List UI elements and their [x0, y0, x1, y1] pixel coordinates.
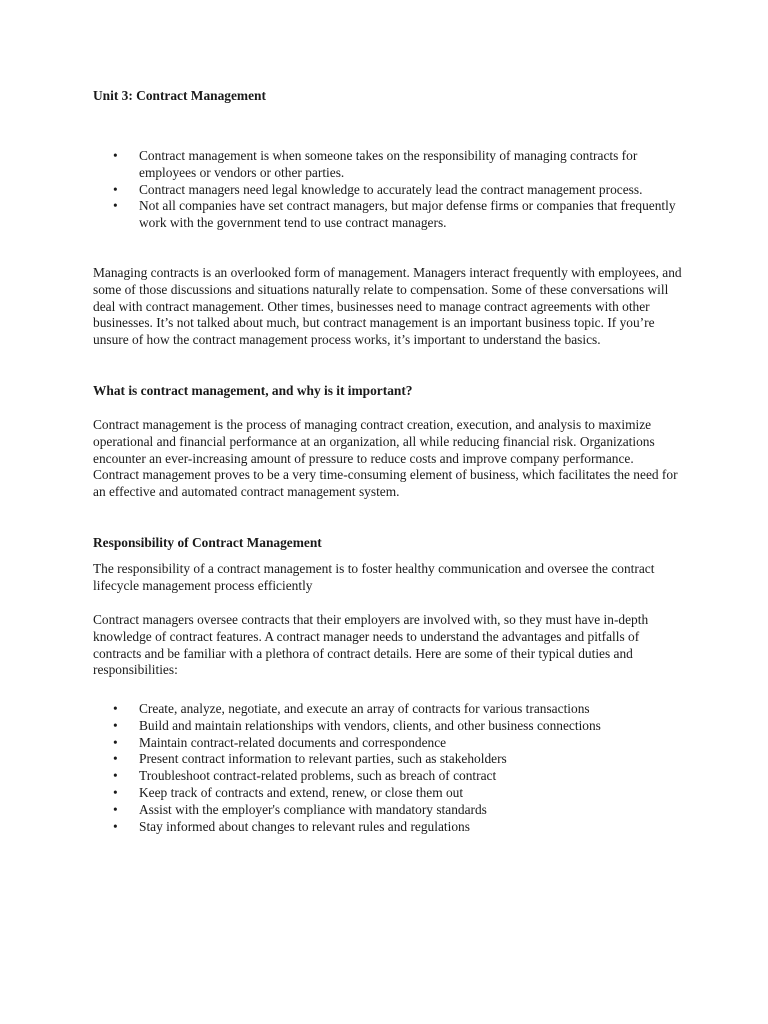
bullet-icon: •: [113, 181, 118, 197]
list-item: • Contract managers need legal knowledge to accurately lead the contract management process.: [113, 181, 643, 197]
list-item: • Troubleshoot contract-related problems, such as breach of contract: [113, 768, 497, 784]
intro-paragraph: Managing contracts is an overlooked form of management. Managers interact frequently with employees, and some of those discussions and situations naturally relate to compensation. Some of these conversations will deal with contract management. Other times, businesses need to manage contract agreements with other businesses. It’s not talked about much, but contract management is an important business topic. If you’re unsure of how the contract management process works, it’s important to understand the basics.: [93, 265, 682, 348]
section-paragraph-what-is: Contract management is the process of managing contract creation, execution, and analysis to maximize operational and financial performance at an organization, all while reducing financial risk. Organizations encounter an ever-increasing amount of pressure to reduce costs and improve company performance. Contract management proves to be a very time-consuming element of business, which facilitates the need for an effective and automated contract management system.: [93, 417, 678, 500]
list-item: • Maintain contract-related documents and correspondence: [113, 734, 447, 750]
bullet-icon: •: [113, 818, 118, 834]
duties-bullet-list: [93, 701, 683, 835]
list-item: • Stay informed about changes to relevant rules and regulations: [113, 818, 470, 834]
bullet-icon: •: [113, 198, 118, 214]
bullet-icon: •: [113, 148, 118, 163]
bullet-icon: •: [113, 751, 118, 767]
bullet-icon: •: [113, 701, 118, 716]
responsibility-paragraph-2: Contract managers oversee contracts that their employers are involved with, so they must have in-depth knowledge of contract features. A contract manager needs to understand the advantages and pitfalls of contracts and be familiar with a plethora of contract details. Here are some of their typical duties and responsibilities:: [93, 612, 649, 678]
bullet-icon: •: [113, 717, 118, 733]
list-item: • Build and maintain relationships with vendors, clients, and other business connections: [113, 717, 601, 733]
bullet-icon: •: [113, 801, 118, 817]
section-heading-responsibility: Responsibility of Contract Management: [93, 535, 322, 550]
document-title: Unit 3: Contract Management: [93, 88, 266, 103]
section-heading-what-is: What is contract management, and why is it important?: [93, 383, 413, 398]
list-item: • Create, analyze, negotiate, and execute an array of contracts for various transactions: [113, 701, 590, 716]
list-item: • Keep track of contracts and extend, renew, or close them out: [113, 784, 464, 800]
list-item: • Present contract information to relevant parties, such as stakeholders: [113, 751, 507, 767]
intro-bullet-list: [93, 148, 683, 232]
bullet-icon: •: [113, 784, 118, 800]
list-item: • Assist with the employer's compliance with mandatory standards: [113, 801, 487, 817]
list-item: • Not all companies have set contract managers, but major defense firms or companies that frequently work with the government tend to use contract managers.: [113, 198, 676, 231]
bullet-icon: •: [113, 768, 118, 784]
bullet-icon: •: [113, 734, 118, 750]
responsibility-paragraph-1: The responsibility of a contract management is to foster healthy communication and oversee the contract lifecycle management process efficiently: [93, 561, 655, 593]
list-item: • Contract management is when someone takes on the responsibility of managing contracts for employees or vendors or other parties.: [113, 148, 638, 180]
